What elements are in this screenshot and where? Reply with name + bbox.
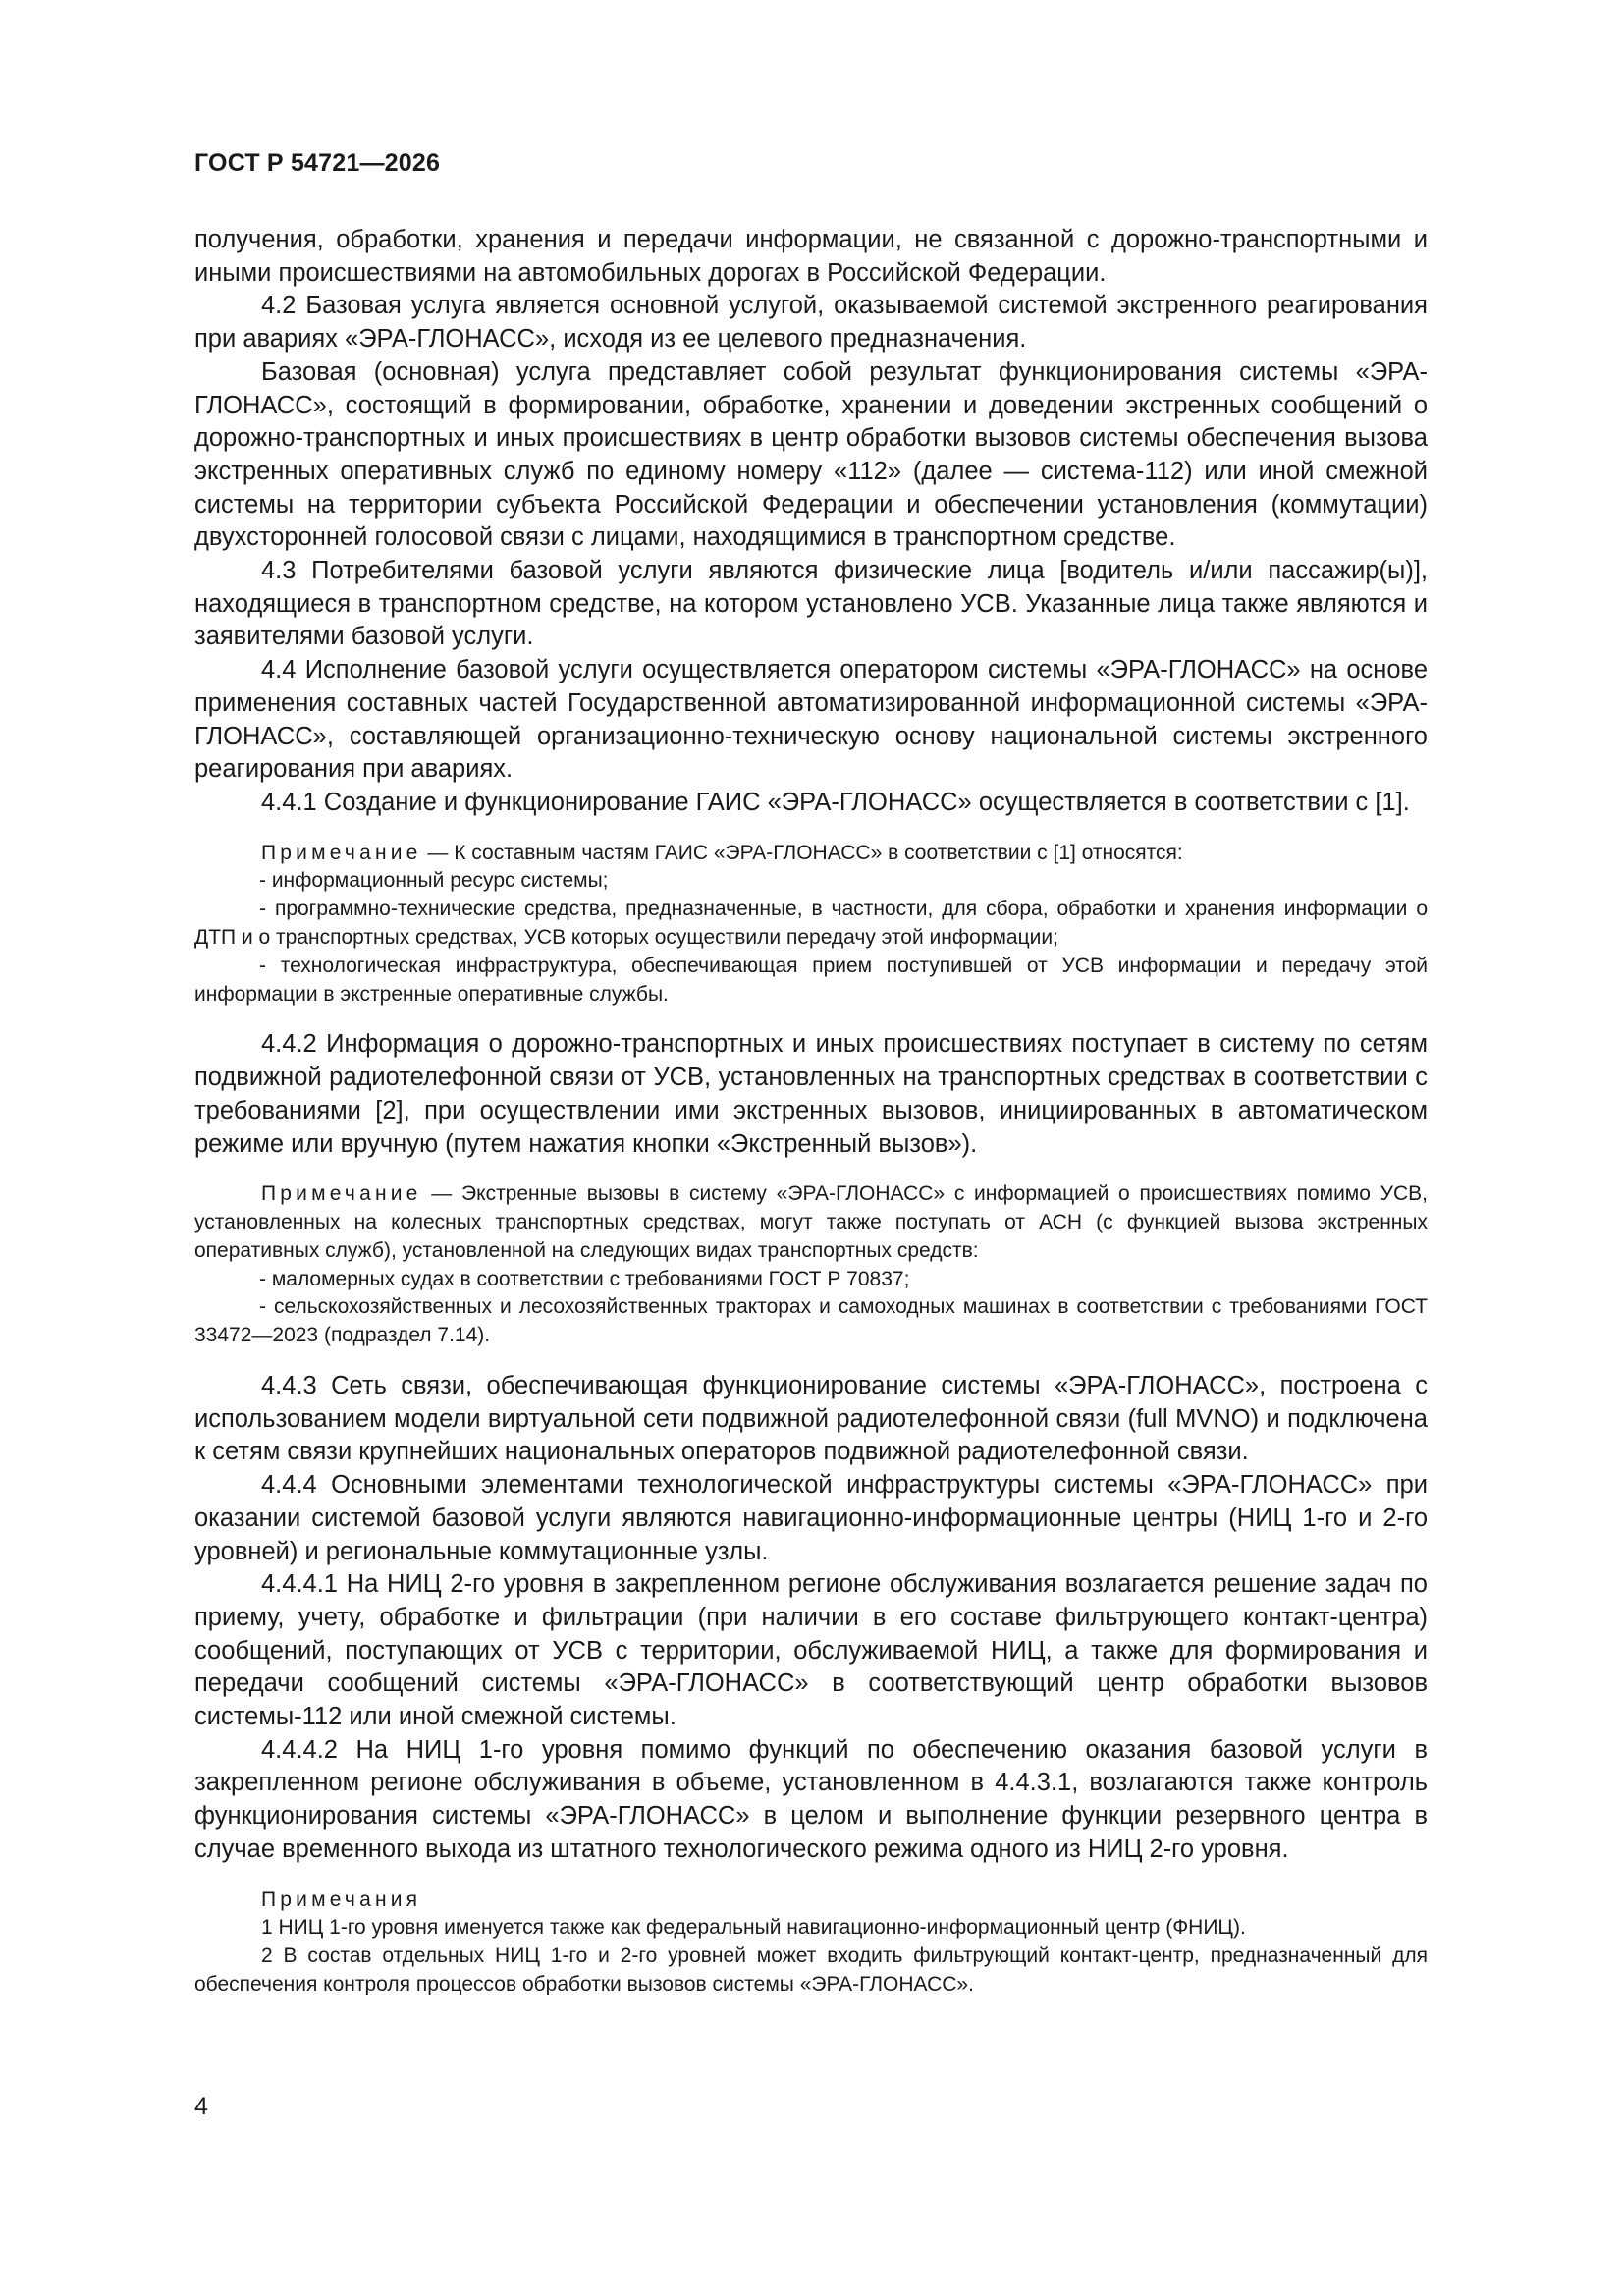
paragraph-4-4-1: 4.4.1 Создание и функционирование ГАИС «ЭРА-ГЛОНАСС» осуществляется в соответствии с [1]. xyxy=(261,788,1410,816)
paragraph-4-4-4-2: 4.4.4.2 На НИЦ 1-го уровня помимо функций по обеспечению оказания базовой услуги в закрепленном регионе обслуживания в объеме, установленном в 4.4.3.1, возлагаются также контроль функционирования системы «ЭРА-ГЛОНАСС» в целом и выполнение функции резервного центра в случае временного выхода из штатного технологического режима одного из НИЦ 2-го уровня. xyxy=(194,1735,1428,1863)
paragraph-4-3: 4.3 Потребителями базовой услуги являются физические лица [водитель и/или пассажир(ы)], находящиеся в транспортном средстве, на котором установлено УСВ. Указанные лица также являются и заявителями базовой услуги. xyxy=(194,557,1428,651)
paragraph-4-2: 4.2 Базовая услуга является основной услугой, оказываемой системой экстренного реагирования при авариях «ЭРА-ГЛОНАСС», исходя из ее целевого предназначения. xyxy=(194,292,1428,354)
note-1-item-2: - программно-технические средства, предназначенные, в частности, для сбора, обработки и хранения информации о ДТП и о транспортных средствах, УСВ которых осуществили передачу этой информации; xyxy=(194,898,1428,950)
note-2-item-2: - сельскохозяйственных и лесохозяйственных тракторах и самоходных машинах в соответствии с требованиями ГОСТ 33472—2023 (подраздел 7.14). xyxy=(194,1295,1428,1347)
page-number: 4 xyxy=(194,2093,208,2120)
note-1-item-1: - информационный ресурс системы; xyxy=(259,869,609,893)
note-2-label: Примечание xyxy=(261,1182,422,1206)
paragraph-base-service: Базовая (основная) услуга представляет собой результат функционирования системы «ЭРА-ГЛОНАСС», состоящий в формировании, обработке, хранении и доведении экстренных сообщений о дорожно-транспортных и иных происшествиях в центр обработки вызовов системы обеспечения вызова экстренных оперативных служб по единому номеру «112» (далее — система-112) или иной смежной системы на территории субъекта Российской Федерации и обеспечении установления (коммутации) двухсторонней голосовой связи с лицами, находящимися в транспортном средстве. xyxy=(194,357,1428,552)
note-2-text: — Экстренные вызовы в систему «ЭРА-ГЛОНАСС» с информацией о происшествиях помимо УСВ, установленных на колесных транспортных средствах, могут также поступать от АСН (с функцией вызова экстренных оперативных служб), установленной на следующих видах транспортных средств: xyxy=(194,1182,1428,1262)
note-1-item-3: - технологическая инфраструктура, обеспечивающая прием поступившей от УСВ информации и передачу этой информации в экстренные оперативные службы. xyxy=(194,954,1428,1006)
note-2-intro xyxy=(194,1180,1428,1265)
note-3-item-2: 2 В состав отдельных НИЦ 1-го и 2-го уровней может входить фильтрующий контакт-центр, предназначенный для обеспечения контроля процессов обработки вызовов системы «ЭРА-ГЛОНАСС». xyxy=(194,1944,1428,1995)
paragraph-4-4-3: 4.4.3 Сеть связи, обеспечивающая функционирование системы «ЭРА-ГЛОНАСС», построена с использованием модели виртуальной сети подвижной радиотелефонной связи (full MVNO) и подключена к сетям связи крупнейших национальных операторов подвижной радиотелефонной связи. xyxy=(194,1372,1428,1466)
note-3-label-line xyxy=(194,1886,1428,1915)
note-2-item-1: - маломерных судах в соответствии с требованиями ГОСТ Р 70837; xyxy=(259,1267,910,1290)
page-content xyxy=(194,224,1428,1999)
note-block-3 xyxy=(194,1886,1428,1999)
paragraph-4-4-2: 4.4.2 Информация о дорожно-транспортных и иных происшествиях поступает в систему по сетям подвижной радиотелефонной связи от УСВ, установленных на транспортных средствах в соответствии с требованиями [2], при осуществлении ими экстренных вызовов, инициированных в автоматическом режиме или вручную (путем нажатия кнопки «Экстренный вызов»). xyxy=(194,1030,1428,1158)
note-block-2 xyxy=(194,1180,1428,1350)
note-1-text: — К составным частям ГАИС «ЭРА-ГЛОНАСС» в соответствии с [1] относятся: xyxy=(421,841,1183,864)
body-block-3 xyxy=(194,1370,1428,1867)
document-code-header: ГОСТ Р 54721—2026 xyxy=(194,149,441,177)
note-block-1 xyxy=(194,840,1428,1010)
note-1-intro xyxy=(194,840,1428,868)
body-block-2 xyxy=(194,1028,1428,1161)
note-1-label: Примечание xyxy=(261,841,422,864)
note-3-item-1: 1 НИЦ 1-го уровня именуется также как федеральный навигационно-информационный центр (ФНИЦ). xyxy=(261,1916,1246,1940)
paragraph-4-4-4-1: 4.4.4.1 На НИЦ 2-го уровня в закрепленном регионе обслуживания возлагается решение задач по приему, учету, обработке и фильтрации (при наличии в его составе фильтрующего контакт-центра) сообщений, поступающих от УСВ с территории, обслуживаемой НИЦ, а также для формирования и передачи сообщений системы «ЭРА-ГЛОНАСС» в соответствующий центр обработки вызовов системы-112 или иной смежной системы. xyxy=(194,1570,1428,1731)
paragraph-4-4: 4.4 Исполнение базовой услуги осуществляется оператором системы «ЭРА-ГЛОНАСС» на основе применения составных частей Государственной автоматизированной информационной системы «ЭРА-ГЛОНАСС», составляющей организационно-техническую основу национальной системы экстренного реагирования при авариях. xyxy=(194,656,1428,784)
paragraph-4-4-4: 4.4.4 Основными элементами технологической инфраструктуры системы «ЭРА-ГЛОНАСС» при оказании системой базовой услуги являются навигационно-информационные центры (НИЦ 1-го и 2-го уровней) и региональные коммутационные узлы. xyxy=(194,1471,1428,1565)
body-block-1 xyxy=(194,224,1428,820)
paragraph-continuation: получения, обработки, хранения и передачи информации, не связанной с дорожно-транспортными и иными происшествиями на автомобильных дорогах в Российской Федерации. xyxy=(194,226,1428,287)
note-3-label: Примечания xyxy=(261,1887,422,1911)
